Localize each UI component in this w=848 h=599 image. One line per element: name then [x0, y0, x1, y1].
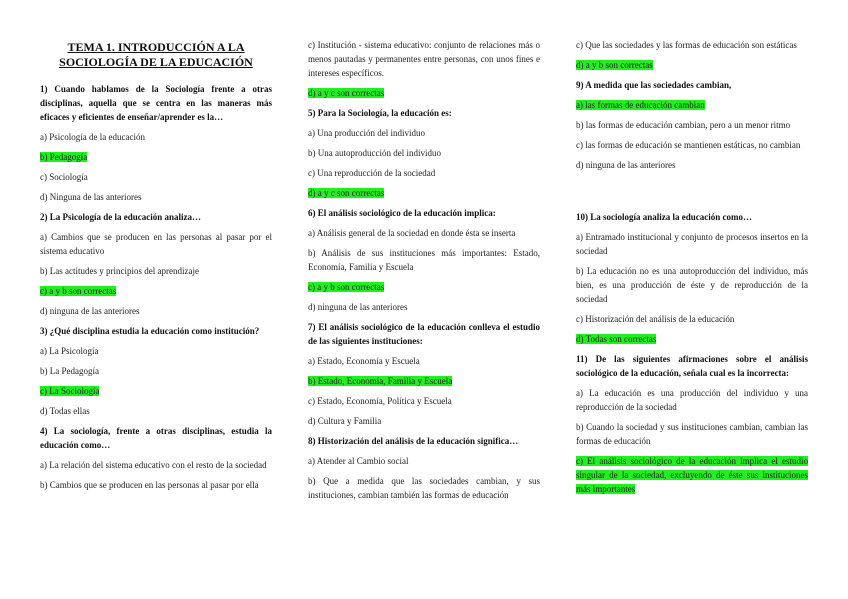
- answer-option: d) Ninguna de las anteriores: [40, 192, 142, 202]
- question-text: 7) El análisis sociológico de la educación conlleva el estudio de las siguientes instituciones:: [308, 322, 540, 346]
- answer-highlight: d) a y c son correctas: [308, 88, 385, 98]
- correct-answer-option: [308, 280, 540, 294]
- question-text: 2) La Psicología de la educación analiza…: [40, 212, 201, 222]
- question-text: 8) Historización del análisis de la educación significa…: [308, 436, 519, 446]
- question-text: 9) A medida que las sociedades cambian,: [576, 80, 732, 90]
- question-text: 11) De las siguientes afirmaciones sobre el análisis sociológico de la educación, señala cual es la incorrecta:: [576, 354, 808, 378]
- spacer: [576, 178, 808, 210]
- answer-option: d) ninguna de las anteriores: [308, 302, 408, 312]
- question-text: 3) ¿Qué disciplina estudia la educación como institución?: [40, 326, 260, 336]
- answer-option: c) Sociología: [40, 172, 88, 182]
- question-text: 4) La sociología, frente a otras disciplinas, estudia la educación como…: [40, 426, 272, 450]
- correct-answer-option: [40, 384, 272, 398]
- answer-highlight: d) Todas son correctas: [576, 334, 657, 344]
- answer-highlight: b) Pedagogía: [40, 152, 88, 162]
- answer-option: c) Una reproducción de la sociedad: [308, 168, 436, 178]
- answer-option: d) ninguna de las anteriores: [576, 160, 676, 170]
- answer-option: b) Que a medida que las sociedades cambian, y sus instituciones, cambian también las formas de educación: [308, 476, 540, 500]
- question-text: 1) Cuando hablamos de la Sociología frente a otras disciplinas, aquella que se centra en las maneras más eficaces y eficientes de enseñar/aprender es la…: [40, 84, 272, 122]
- question-text: 6) El análisis sociológico de la educación implica:: [308, 208, 496, 218]
- correct-answer-option: [576, 332, 808, 346]
- answer-option: b) Cuando la sociedad y sus instituciones cambian, cambian las formas de educación: [576, 422, 808, 446]
- correct-answer-option: [308, 86, 540, 100]
- answer-option: b) Análisis de sus instituciones más importantes: Estado, Economía, Familia y Escuela: [308, 248, 540, 272]
- correct-answer-option: [576, 58, 808, 72]
- answer-option: a) Entramado institucional y conjunto de procesos insertos en la sociedad: [576, 232, 808, 256]
- answer-option: b) Una autoproducción del individuo: [308, 148, 441, 158]
- answer-option: a) La relación del sistema educativo con el resto de la sociedad: [40, 460, 267, 470]
- answer-option: c) Institución - sistema educativo: conjunto de relaciones más o menos pautadas y permanentes entre personas, con unos fines e intereses específicos.: [308, 40, 540, 78]
- answer-highlight: c) a y b son correctas: [40, 286, 117, 296]
- answer-option: a) Una producción del individuo: [308, 128, 425, 138]
- answer-option: a) Cambios que se producen en las personas al pasar por el sistema educativo: [40, 232, 272, 256]
- answer-option: c) las formas de educación se mantienen estáticas, no cambian: [576, 140, 801, 150]
- answer-option: a) Atender al Cambio social: [308, 456, 409, 466]
- correct-answer-option: [40, 150, 272, 164]
- correct-answer-option: [576, 454, 808, 496]
- answer-option: b) Las actitudes y principios del aprendizaje: [40, 266, 199, 276]
- answer-highlight: c) El análisis sociológico de la educación implica el estudio singular de la sociedad, excluyendo de éste sus instituciones más importantes: [576, 456, 808, 494]
- answer-highlight: d) a y b son correctas: [576, 60, 653, 70]
- answer-highlight: d) a y c son correctas: [308, 188, 385, 198]
- answer-option: a) Psicología de la educación: [40, 132, 145, 142]
- answer-option: b) La Pedagogía: [40, 366, 99, 376]
- question-text: 5) Para la Sociología, la educación es:: [308, 108, 452, 118]
- answer-highlight: b) Estado, Economía, Familia y Escuela: [308, 376, 453, 386]
- correct-answer-option: [40, 284, 272, 298]
- answer-highlight: c) La Sociología: [40, 386, 100, 396]
- answer-option: d) Todas ellas: [40, 406, 90, 416]
- question-text: 10) La sociología analiza la educación como…: [576, 212, 752, 222]
- answer-option: c) Estado, Economía, Política y Escuela: [308, 396, 452, 406]
- answer-highlight: a) las formas de educación cambian: [576, 100, 705, 110]
- document-title: TEMA 1. INTRODUCCIÓN A LA SOCIOLOGÍA DE LA EDUCACIÓN: [59, 40, 253, 69]
- answer-option: a) La educación es una producción del individuo y una reproducción de la sociedad: [576, 388, 808, 412]
- answer-option: c) Historización del análisis de la educación: [576, 314, 735, 324]
- correct-answer-option: [576, 98, 808, 112]
- column-3: [576, 38, 808, 502]
- answer-option: b) La educación no es una autoproducción del individuo, más bien, es una producción de éste y de reproducción de la sociedad: [576, 266, 808, 304]
- answer-option: a) Estado, Economía y Escuela: [308, 356, 420, 366]
- correct-answer-option: [308, 186, 540, 200]
- answer-option: c) Que las sociedades y las formas de educación son estáticas: [576, 40, 797, 50]
- answer-option: a) La Psicología: [40, 346, 99, 356]
- correct-answer-option: [308, 374, 540, 388]
- column-2: [308, 38, 540, 508]
- answer-option: a) Análisis general de la sociedad en donde ésta se inserta: [308, 228, 516, 238]
- column-1: [40, 38, 272, 498]
- answer-highlight: c) a y b son correctas: [308, 282, 385, 292]
- answer-option: b) las formas de educación cambian, pero a un menor ritmo: [576, 120, 791, 130]
- answer-option: b) Cambios que se producen en las personas al pasar por ella: [40, 480, 259, 490]
- answer-option: d) Cultura y Familia: [308, 416, 382, 426]
- answer-option: d) ninguna de las anteriores: [40, 306, 140, 316]
